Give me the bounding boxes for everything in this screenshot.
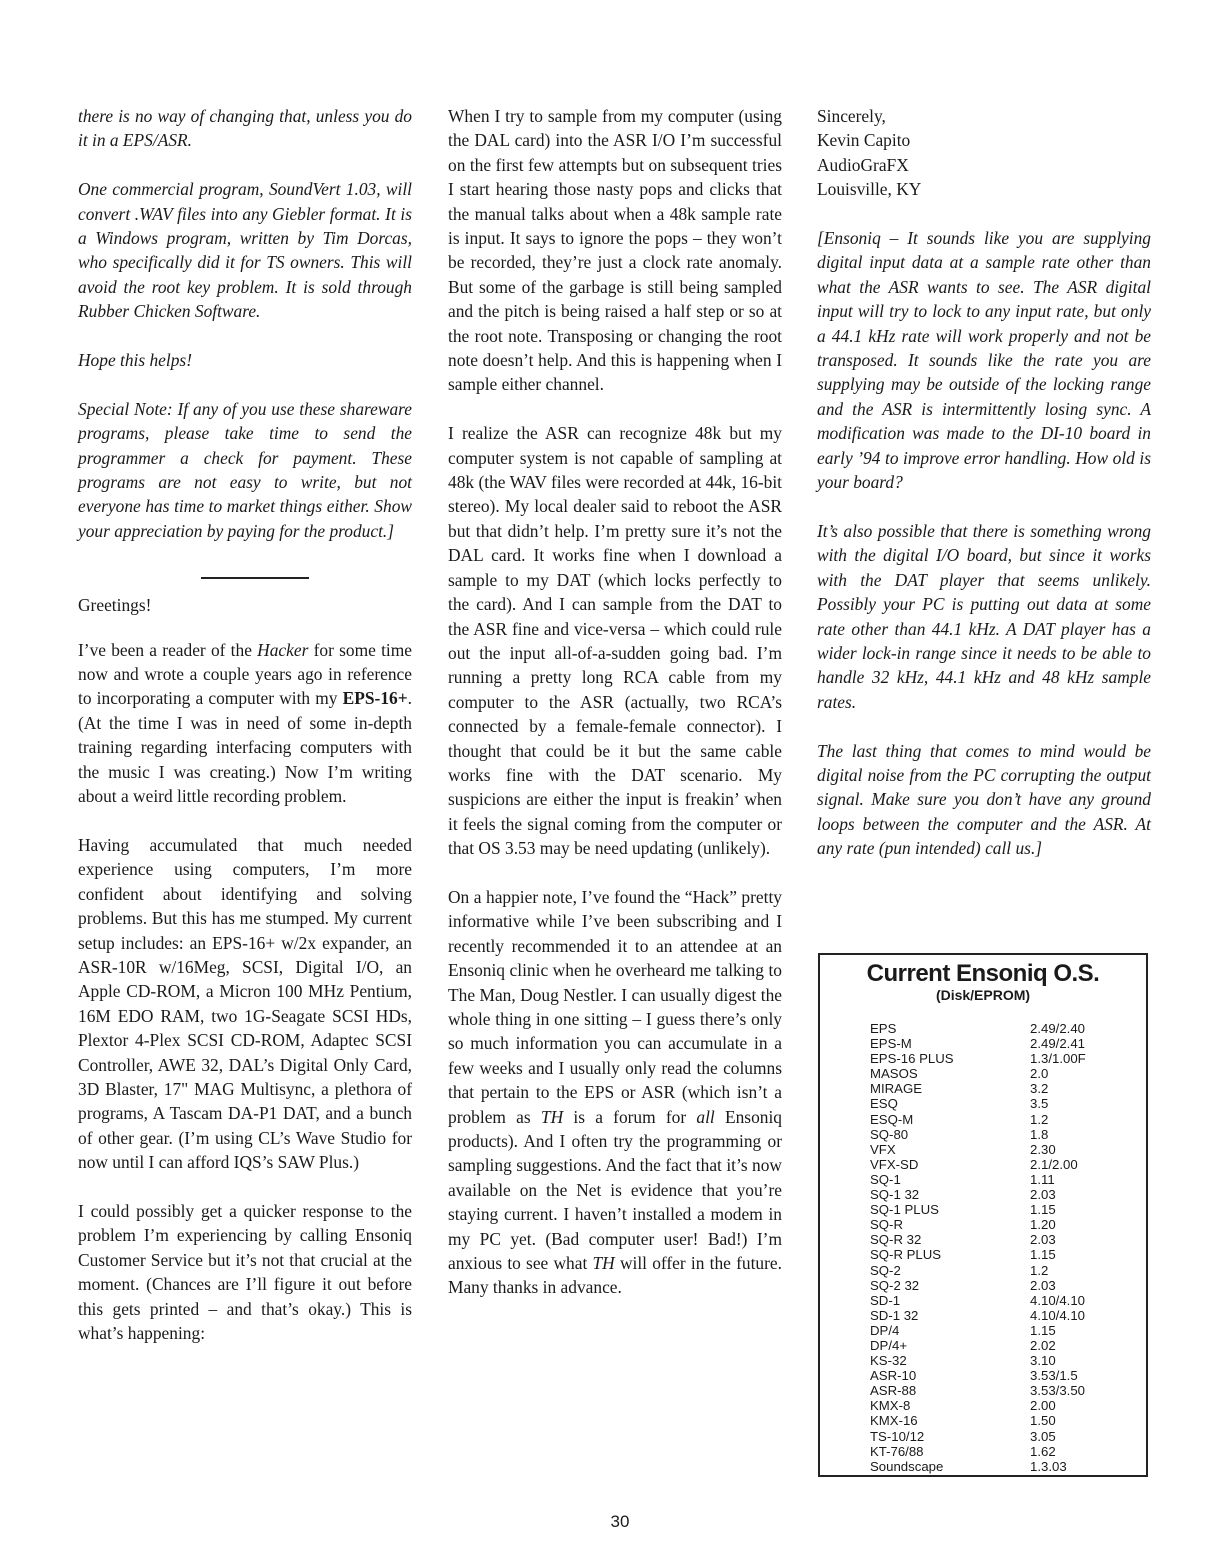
os-table-row (870, 1368, 1130, 1383)
os-version: 1.8 (1030, 1126, 1049, 1142)
paragraph-special-note: Special Note: If any of you use these shareware programs, please take time to send the programmer a check for payment. These programs are not easy to write, but not everyone has time to market things either. Show your appreciation by paying for the product.] (78, 398, 412, 541)
product-name: EPS-16 PLUS (870, 1051, 954, 1067)
os-version: 2.49/2.40 (1030, 1021, 1085, 1036)
product-name: ESQ (870, 1096, 898, 1112)
product-name: SQ-R PLUS (870, 1247, 942, 1263)
os-table-row (870, 1127, 1130, 1142)
os-table-row (870, 1142, 1130, 1157)
os-version: 2.03 (1030, 1187, 1056, 1203)
paragraph-problem: When I try to sample from my computer (using the DAL card) into the ASR I/O I’m successful on the first few attempts but on subsequent tries I start hearing those nasty pops and clicks that the manual talks about when a 48k sample rate is input. It says to ignore the pops – they won’t be recorded, they’re just a clock rate anomaly. But some of the garbage is still being sampled and the pitch is being raised a half step or so at the root note. Transposing or changing the root note doesn’t help. And this is happening when I sample either channel. (448, 106, 782, 395)
os-table-row (870, 1308, 1130, 1323)
os-table-row (870, 1383, 1130, 1398)
text: I’ve been a reader of the (78, 639, 258, 660)
os-version: 1.2 (1030, 1111, 1049, 1127)
product-name: MASOS (870, 1066, 918, 1082)
emphasis: all (696, 1106, 715, 1127)
ensoniq-response-2: It’s also possible that there is something wrong with the digital I/O board, but since it works with the DAT player that seems unlikely. Possibly your PC is putting out data at some rate other than 44.1 kHz. A DAT player has a wider lock-in range since it needs to be able to handle 32 kHz, 44.1 kHz and 48 kHz sample rates. (817, 520, 1151, 712)
text: is a forum for (563, 1106, 697, 1127)
os-version: 4.10/4.10 (1030, 1307, 1085, 1323)
author-location: Louisville, KY (817, 179, 922, 200)
product-name: DP/4 (870, 1322, 900, 1338)
os-version: 1.3/1.00F (1030, 1051, 1086, 1067)
os-version-table-box (818, 953, 1148, 1477)
os-version: 3.2 (1030, 1081, 1049, 1097)
publication-abbrev: TH (592, 1253, 615, 1274)
os-table-row (870, 1232, 1130, 1247)
os-version: 1.15 (1030, 1247, 1056, 1263)
os-table-row (870, 1051, 1130, 1066)
os-table-row (870, 1429, 1130, 1444)
product-name: EPS (870, 1021, 897, 1036)
os-version: 2.00 (1030, 1398, 1056, 1414)
os-table-row (870, 1323, 1130, 1338)
os-table-row (870, 1021, 1130, 1036)
ensoniq-response-3: The last thing that comes to mind would be digital noise from the PC corrupting the output signal. Make sure you don’t have any ground loops between the computer and the ASR. At any rate (pun intended) call us.] (817, 740, 1151, 859)
product-name: SQ-1 32 (870, 1187, 920, 1203)
product-name: SQ-R 32 (870, 1232, 922, 1248)
os-table-row (870, 1444, 1130, 1459)
product-name: KS-32 (870, 1353, 907, 1369)
os-table-row (870, 1187, 1130, 1202)
author-name: Kevin Capito (817, 130, 911, 151)
product-name: EPS-16+ (342, 688, 408, 709)
column-left (78, 104, 412, 1370)
os-version: 2.0 (1030, 1066, 1049, 1082)
product-name: ESQ-M (870, 1111, 914, 1127)
product-name: VFX (870, 1141, 896, 1157)
text: On a happier note, I’ve found the “Hack” pretty informative while I’ve been subscribing and I recently recommended it to an attendee at an Ensoniq clinic when he overheard me talking to The Man, Doug Nestler. I can usually digest the whole thing in one sitting – I guess there’s only so much information you can accumulate in a few weeks and I usually only read the columns that pertain to the EPS or ASR (which isn’t a problem as (448, 886, 782, 1127)
os-table-row (870, 1338, 1130, 1353)
text: will offer in the future. Many thanks in advance. (448, 1253, 782, 1298)
paragraph-intro (78, 638, 412, 809)
os-version: 1.50 (1030, 1413, 1056, 1429)
publication-name: Hacker (257, 639, 309, 660)
os-version: 2.30 (1030, 1141, 1056, 1157)
text: for some time now and wrote a couple years ago in reference to incorporating a computer with my (78, 639, 412, 709)
os-table-row (870, 1202, 1130, 1217)
section-divider (201, 577, 309, 579)
product-name: SD-1 (870, 1292, 901, 1308)
paragraph-response: I could possibly get a quicker response to the problem I’m experiencing by calling Ensoniq Customer Service but it’s not that crucial at the moment. (Chances are I’ll figure it out before this gets printed – and that’s okay.) This is what’s happening: (78, 1200, 412, 1344)
os-table-title: Current Ensoniq O.S. (866, 960, 1100, 987)
paragraph-happier-note (448, 885, 782, 1300)
paragraph-hope: Hope this helps! (78, 350, 192, 371)
os-table-row (870, 1353, 1130, 1368)
product-name: MIRAGE (870, 1081, 923, 1097)
os-version: 1.2 (1030, 1262, 1049, 1278)
product-name: SQ-2 32 (870, 1277, 920, 1293)
column-right (817, 104, 1151, 885)
paragraph-realize: I realize the ASR can recognize 48k but my computer system is not capable of sampling at 48k (the WAV files were recorded at 44k, 16-bit stereo). My local dealer said to reboot the ASR but that didn’t help. I’m pretty sure it’s not the DAL card. It works fine when I download a sample to my DAT (which locks perfectly to the card). And I can sample from the DAT to the ASR fine and vice-versa – which could rule out the input all-of-a-sudden going bad. I’m running a pretty long RCA cable from my computer to the ASR (actually, two RCA’s connected by a female-female connector). I thought that could be it but the same cable works fine with the DAT scenario. My suspicions are either the input is freakin’ when it feels the signal coming from the computer or that OS 3.53 may be need updating (unlikely). (448, 423, 782, 859)
product-name: KT-76/88 (870, 1443, 924, 1459)
signoff: Sincerely, (817, 106, 886, 126)
os-table-row (870, 1459, 1130, 1474)
product-name: SQ-1 PLUS (870, 1202, 939, 1218)
paragraph-ending-note: there is no way of changing that, unless you do it in a EPS/ASR. (78, 106, 412, 151)
os-version: 1.62 (1030, 1443, 1056, 1459)
product-name: VFX-SD (870, 1156, 919, 1172)
os-table-row (870, 1172, 1130, 1187)
product-name: SD-1 32 (870, 1307, 919, 1323)
page-number: 30 (610, 1512, 630, 1531)
os-version: 1.15 (1030, 1322, 1056, 1338)
os-version: 2.49/2.41 (1030, 1036, 1085, 1052)
os-table-subtitle: (Disk/EPROM) (935, 987, 1031, 1003)
letter-greeting: Greetings! (78, 595, 152, 616)
os-version: 2.1/2.00 (1030, 1156, 1078, 1172)
product-name: ASR-88 (870, 1383, 917, 1399)
product-name: SQ-2 (870, 1262, 901, 1278)
os-version: 1.3.03 (1030, 1458, 1067, 1474)
os-table-row (870, 1263, 1130, 1278)
os-version: 3.53/3.50 (1030, 1383, 1085, 1399)
os-version: 2.03 (1030, 1277, 1056, 1293)
ensoniq-response-1: [Ensoniq – It sounds like you are supplying digital input data at a sample rate other than what the ASR wants to see. The ASR digital input will try to lock to any input rate, but only a 44.1 kHz rate will work properly and not be transposed. It sounds like the rate you are supplying may be outside of the locking range and the ASR is intermittently losing sync. A modification was made to the DI-10 board in early ’94 to improve error handling. How old is your board? (817, 228, 1151, 493)
os-version: 1.20 (1030, 1217, 1056, 1233)
os-table-row (870, 1096, 1130, 1111)
os-table-row (870, 1278, 1130, 1293)
product-name: Soundscape (870, 1458, 944, 1474)
product-name: DP/4+ (870, 1337, 908, 1353)
os-version-list (870, 1021, 1130, 1474)
os-table-row (870, 1157, 1130, 1172)
author-company: AudioGraFX (817, 154, 909, 175)
text: Ensoniq products). And I often try the programming or sampling suggestions. And the fact that it’s now available on the Net is evidence that you’re staying current. I haven’t installed a modem in my PC yet. (Bad computer user! Bad!) I’m anxious to see what (448, 1106, 782, 1274)
publication-abbrev: TH (540, 1106, 564, 1127)
os-version: 1.11 (1030, 1171, 1055, 1187)
os-version: 3.05 (1030, 1428, 1056, 1444)
product-name: SQ-R (870, 1217, 903, 1233)
os-table-row (870, 1081, 1130, 1096)
product-name: TS-10/12 (870, 1428, 925, 1444)
column-middle (448, 104, 782, 1324)
os-table-row (870, 1112, 1130, 1127)
product-name: EPS-M (870, 1036, 912, 1052)
os-version: 3.53/1.5 (1030, 1368, 1078, 1384)
paragraph-soundvert: One commercial program, SoundVert 1.03, will convert .WAV files into any Giebler format. It is a Windows program, written by Tim Dorcas, who specifically did it for TS owners. This will avoid the root key problem. It is sold through Rubber Chicken Software. (78, 179, 412, 322)
paragraph-setup: Having accumulated that much needed experience using computers, I’m more confident about identifying and solving problems. But this has me stumped. My current setup includes: an EPS-16+ w/2x expander, an ASR-10R w/16Meg, SCSI, Digital I/O, an Apple CD-ROM, a Micron 100 MHz Pentium, 16M EDO RAM, two 1G-Seagate SCSI HDs, Plextor 4-Plex SCSI CD-ROM, Adaptec SCSI Controller, AWE 32, DAL’s Digital Only Card, 3D Blaster, 17" MAG Multisync, a plethora of programs, A Tascam DA-P1 DAT, and a bunch of other gear. (I’m using CL’s Wave Studio for now until I can afford IQS’s SAW Plus.) (78, 834, 412, 1173)
os-table-row (870, 1066, 1130, 1081)
os-version: 3.5 (1030, 1096, 1049, 1112)
os-version: 2.03 (1030, 1232, 1056, 1248)
os-version: 4.10/4.10 (1030, 1292, 1085, 1308)
product-name: KMX-8 (870, 1398, 911, 1414)
os-table-row (870, 1036, 1130, 1051)
product-name: KMX-16 (870, 1413, 918, 1429)
os-version: 3.10 (1030, 1353, 1056, 1369)
os-table-row (870, 1413, 1130, 1428)
product-name: SQ-80 (870, 1126, 909, 1142)
os-version: 2.02 (1030, 1337, 1056, 1353)
product-name: ASR-10 (870, 1368, 917, 1384)
os-version: 1.15 (1030, 1202, 1056, 1218)
os-table-row (870, 1293, 1130, 1308)
os-table-row (870, 1217, 1130, 1232)
os-table-row (870, 1247, 1130, 1262)
signature-block (817, 104, 1151, 202)
text: . (At the time I was in need of some in-depth training regarding interfacing computers with the music I was creating.) Now I’m writing about a weird little recording problem. (78, 688, 412, 807)
product-name: SQ-1 (870, 1171, 901, 1187)
os-table-row (870, 1398, 1130, 1413)
